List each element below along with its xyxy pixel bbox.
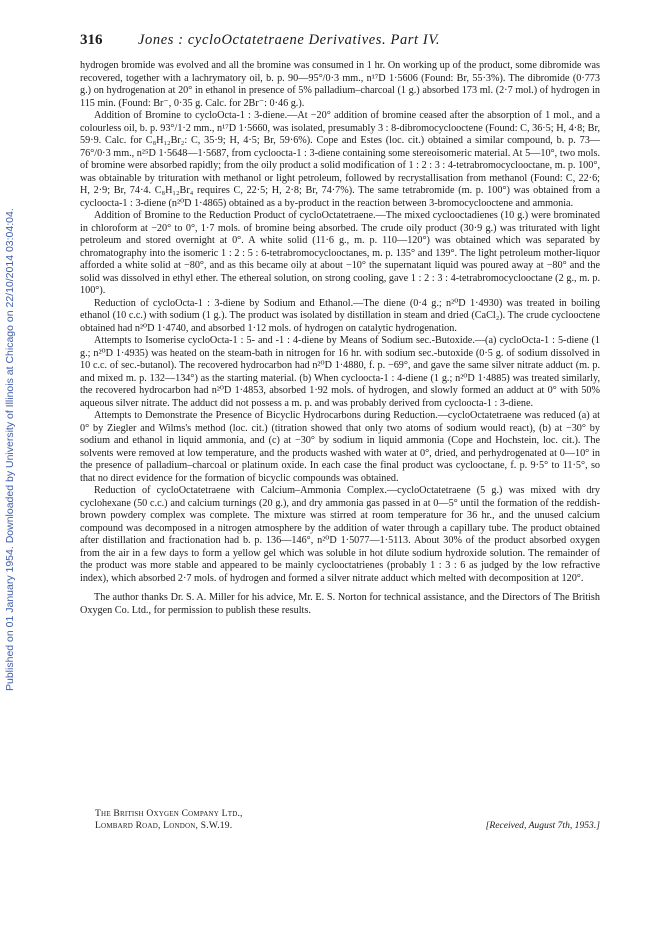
download-watermark: Published on 01 January 1954. Downloaded by University of Illinois at Chicago on 22/10/2014 03:04:04. xyxy=(4,208,16,692)
paragraph-bicyclic-attempts: Attempts to Demonstrate the Presence of Bicyclic Hydrocarbons during Reduction.—cycloOctatetraene was reduced (a) at 0° by Ziegler and Wilms's method (loc. cit.) (titration showed that only two atoms of sodium would react), (b) at −30° by sodium and ethanol in liquid ammonia, and (c) at −30° by sodium in liquid ammonia (Cope and Hochstein, loc. cit.). The solvents were removed at low temperature, and the products washed with water at 0°, dried, and perhydrogenated at 0—10° in the presence of palladium–charcoal or platinum oxide. In each case the final product was cyclooctane, f. p. 9·5° to 11·5°, so that no direct evidence for the formation of bicyclic compounds was obtained. xyxy=(80,410,600,484)
paragraph-continuation: hydrogen bromide was evolved and all the bromine was consumed in 1 hr. On working up of the product, some dibromide was recovered, together with a lachrymatory oil, b. p. 90—95°/0·3 mm., n¹⁷D 1·5606 (Found: Br, 55·3%). The dibromide (0·773 g.) on hydrogenation at 20° in ethanol in presence of 5% palladium–charcoal (1 g.) absorbed 173 ml. (2·7 mol.) of hydrogen in 115 min. (Found: Br⁻, 0·35 g. Calc. for 2Br⁻: 0·46 g.). xyxy=(80,60,600,109)
article-body xyxy=(80,60,600,617)
paragraph-calcium-ammonia: Reduction of cycloOctatetraene with Calcium–Ammonia Complex.—cycloOctatetraene (5 g.) was mixed with dry cyclohexane (50 c.c.) and calcium turnings (20 g.), and dry ammonia gas passed in at 0—5° until the formation of the reddish-brown powdery complex was complete. The mixture was stirred at room temperature for 36 hr., and the unused calcium compound was decomposed in a nitrogen atmosphere by the addition of water through a capillary tube. The product obtained after distillation and fractionation had b. p. 136—146°, n²⁰D 1·5077—1·5113. About 30% of the product absorbed oxygen from the air in a few days to form a yellow gel which was soluble in hot dilute sodium hydroxide solution. The remainder of the product was more stable and appeared to be mainly cyclooctatrienes (probably 1 : 3 : 6 as judged by the low refractive index), which absorbed 2·7 mols. of hydrogen and formed a silver nitrate adduct which melted with decomposition at 120°. xyxy=(80,485,600,584)
acknowledgement: The author thanks Dr. S. A. Miller for his advice, Mr. E. S. Norton for technical assistance, and the Directors of The British Oxygen Co. Ltd., for permission to publish these results. xyxy=(80,592,600,616)
address-line-1: The British Oxygen Company Ltd., xyxy=(95,808,243,819)
paragraph-isomerise-attempts: Attempts to Isomerise cycloOcta-1 : 5- and -1 : 4-diene by Means of Sodium sec.-Butoxide.—(a) cycloOcta-1 : 5-diene (1 g.; n²⁰D 1·4935) was heated on the steam-bath in nitrogen for 16 hr. with sodium sec.-butoxide (0·5 g. of sodium dissolved in 10 c.c. of sec.-butanol). The recovered hydrocarbon had n²⁰D 1·4880, f. p. −69°, and gave the same silver nitrate adduct (m. p. and mixed m. p. 132—134°) as the starting material. (b) When cycloocta-1 : 4-diene (1 g.; n²⁰D 1·4885) was treated similarly, the recovered hydrocarbon had n²⁰D 1·4853, absorbed 1·92 mols. of hydrogen, and slowly formed an adduct at 0° with 50% aqueous silver nitrate. The adduct did not possess a m. p. and was probably derived from cycloocta-1 : 3-diene. xyxy=(80,335,600,409)
paragraph-sodium-ethanol-reduction: Reduction of cycloOcta-1 : 3-diene by Sodium and Ethanol.—The diene (0·4 g.; n²⁰D 1·4930) was treated in boiling ethanol (10 c.c.) with sodium (1 g.). The product was isolated by distillation in steam and dried (CaCl₂). The crude cyclooctene obtained had n²⁰D 1·4740, and absorbed 1·12 mols. of hydrogen on catalytic hydrogenation. xyxy=(80,297,600,334)
page-header xyxy=(80,32,600,54)
received-date: [Received, August 7th, 1953.] xyxy=(485,820,600,831)
page-number: 316 xyxy=(80,32,103,48)
paragraph-bromine-diene: Addition of Bromine to cycloOcta-1 : 3-diene.—At −20° addition of bromine ceased after the absorption of 1 mol., and a colourless oil, b. p. 93°/1·2 mm., n¹⁷D 1·5660, was isolated, presumably 3 : 8-dibromocyclooctene (Found: C, 36·5; H, 4·8; Br, 59·9. Calc. for C₈H₁₂Br₂: C, 35·9; H, 4·5; Br, 59·6%). Cope and Estes (loc. cit.) obtained a similar compound, b. p. 73—76°/0·3 mm., n²⁵D 1·5648—1·5687, from cycloocta-1 : 3-diene containing some stereoisomeric material. At 5—10°, two mols. of bromine were absorbed rapidly; from the oily product a solid modification of 1 : 2 : 3 : 4-tetrabromocyclooctane, m. p. 100°, was obtainable by trituration with methanol or light petroleum, followed by recrystallisation from methanol (Found: C, 22·6; H, 2·9; Br, 74·4. C₈H₁₂Br₄ requires C, 22·5; H, 2·8; Br, 74·7%). The same tetrabromide (m. p. 100°) was obtained from a cycloocta-1 : 3-diene (n²⁰D 1·4865) obtained as a by-product in the reaction between 3-bromocyclooctene and ammonia. xyxy=(80,110,600,209)
address-line-2: Lombard Road, London, S.W.19. xyxy=(95,820,233,831)
running-title: Jones : cycloOctatetraene Derivatives. Part IV. xyxy=(138,32,441,48)
paragraph-bromine-reduction-product: Addition of Bromine to the Reduction Product of cycloOctatetraene.—The mixed cyclooctadienes (10 g.) were brominated in chloroform at −20° to 0°, 1·7 mols. of bromine being absorbed. The crude oily product (30·9 g.) was triturated with light petroleum and stored overnight at 0°. A white solid (11·6 g., m. p. 110—120°) was obtained which was separated by chromatography into the isomeric 1 : 2 : 5 : 6-tetrabromocyclooctanes, m. p. 135° and 139°. The light petroleum mother-liquor afforded a white solid at −80°, and as this became oily at about −10° the supernatant liquid was poured away at −80° and the solid was dissolved in ethyl ether. The ethereal solution, on strong cooling, gave 1 : 2 : 3 : 4-tetrabromocyclooctane (2 g., m. p. 100°). xyxy=(80,210,600,296)
